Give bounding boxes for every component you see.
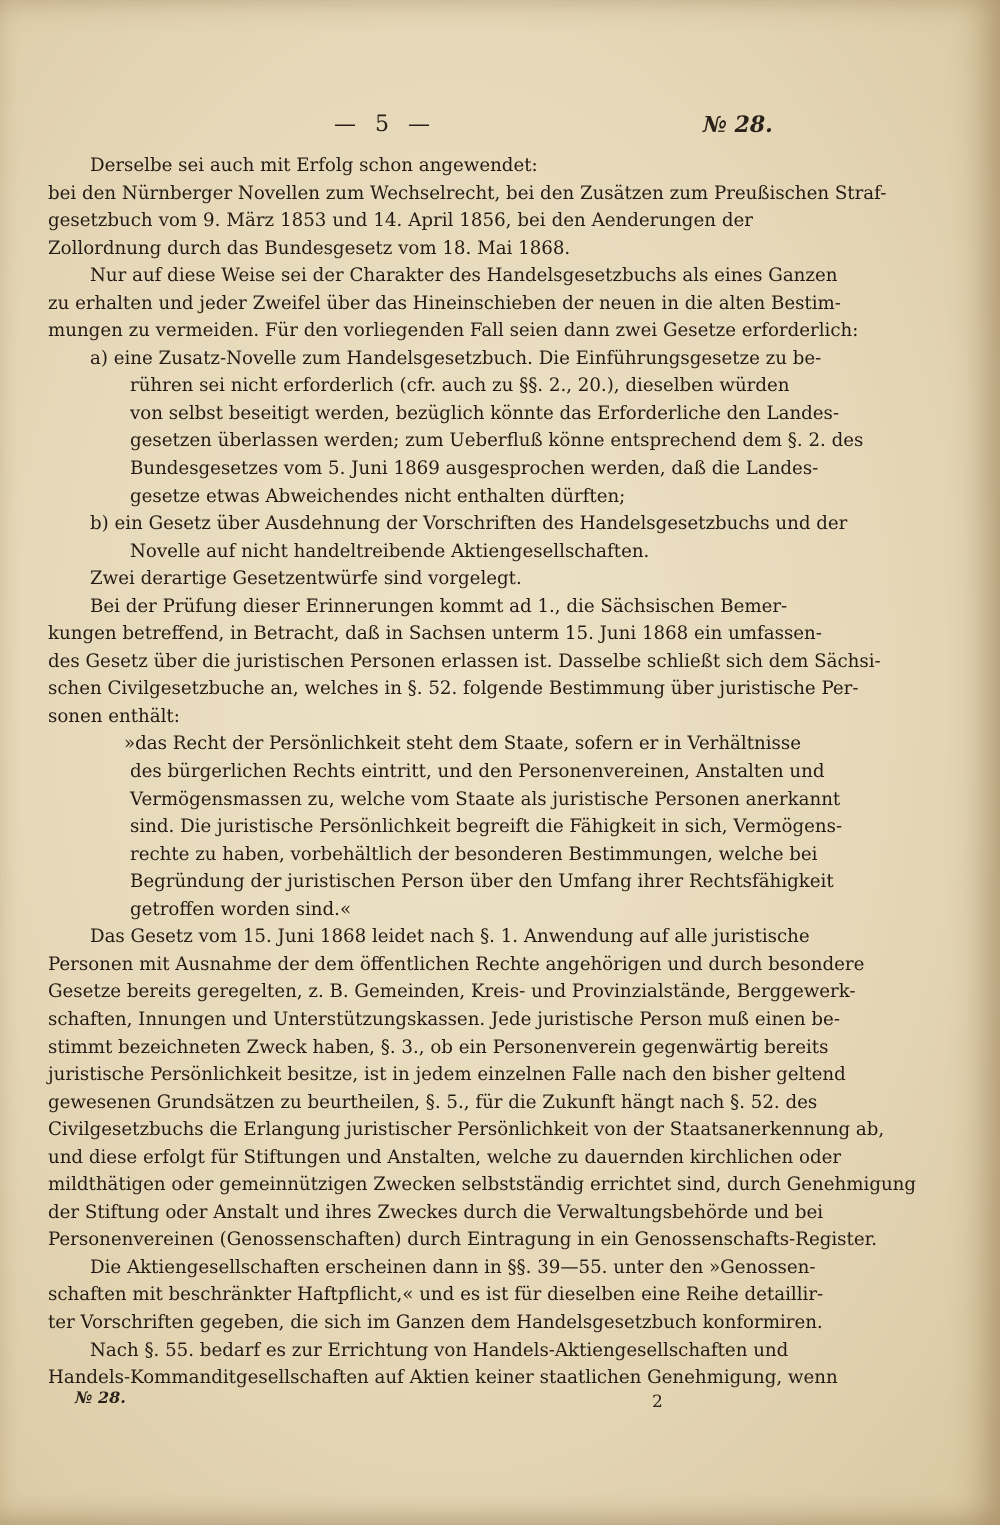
text-line: schaften, Innungen und Unterstützungskassen. Jede juristische Person muß einen be- [48,1008,840,1030]
text-line: a) eine Zusatz-Novelle zum Handelsgesetzbuch. Die Einführungsgesetze zu be- [90,347,822,369]
text-line: des bürgerlichen Rechts eintritt, und den Personenvereinen, Anstalten und [130,761,825,783]
text-line: Civilgesetzbuchs die Erlangung juristischer Persönlichkeit von der Staatsanerkennung ab, [48,1119,885,1141]
text-line: Nach §. 55. bedarf es zur Errichtung von Handels-Aktiengesellschaften und [90,1339,789,1361]
text-line: Personenvereinen (Genossenschaften) durch Eintragung in ein Genossenschafts-Register. [48,1229,878,1251]
text-line: Bundesgesetzes vom 5. Juni 1869 ausgesprochen werden, daß die Landes- [130,458,819,480]
text-line: Vermögensmassen zu, welche vom Staate als juristische Personen anerkannt [130,788,841,810]
text-line: des Gesetz über die juristischen Personen erlassen ist. Dasselbe schließt sich dem Sächsi- [48,650,881,672]
text-line: sind. Die juristische Persönlichkeit begreift die Fähigkeit in sich, Vermögens- [130,816,843,838]
text-line: Personen mit Ausnahme der dem öffentlichen Rechte angehörigen und durch besondere [48,953,865,975]
text-line: Das Gesetz vom 15. Juni 1868 leidet nach §. 1. Anwendung auf alle juristische [90,926,810,948]
page-header [0,112,1000,146]
text-line: schaften mit beschränkter Haftpflicht,« und es ist für dieselben eine Reihe detaillir- [48,1284,824,1306]
text-line: bei den Nürnberger Novellen zum Wechselrecht, bei den Zusätzen zum Preußischen Straf- [48,182,887,204]
text-line: Nur auf diese Weise sei der Charakter des Handelsgesetzbuchs als eines Ganzen [90,265,838,287]
text-line: Handels-Kommanditgesellschaften auf Aktien keiner staatlichen Genehmigung, wenn [48,1367,838,1389]
body-text [48,152,917,1392]
text-line: »das Recht der Persönlichkeit steht dem Staate, sofern er in Verhältnisse [124,733,801,755]
page-footer [0,1388,1000,1418]
text-line: Die Aktiengesellschaften erscheinen dann in §§. 39—55. unter den »Genossen- [90,1256,816,1278]
text-line: schen Civilgesetzbuche an, welches in §. 52. folgende Bestimmung über juristische Per- [48,678,859,700]
text-line: mungen zu vermeiden. Für den vorliegenden Fall seien dann zwei Gesetze erforderlich: [48,320,859,342]
text-line: rechte zu haben, vorbehältlich der besonderen Bestimmungen, welche bei [130,843,818,865]
text-line: Derselbe sei auch mit Erfolg schon angewendet: [90,155,538,176]
text-line: kungen betreffend, in Betracht, daß in Sachsen unterm 15. Juni 1868 ein umfassen- [48,623,822,645]
footer-document-number: № 28. [75,1388,126,1407]
text-line: gesetze etwas Abweichendes nicht enthalten dürften; [130,485,626,507]
text-line: ter Vorschriften gegeben, die sich im Ganzen dem Handelsgesetzbuch konformiren. [48,1311,823,1333]
text-line: Zwei derartige Gesetzentwürfe sind vorgelegt. [90,568,522,590]
text-line: juristische Persönlichkeit besitze, ist in jedem einzelnen Falle nach den bisher geltend [48,1064,846,1086]
text-line: sonen enthält: [48,705,180,727]
document-number: № 28. [703,112,773,138]
text-line: der Stiftung oder Anstalt und ihres Zweckes durch die Verwaltungsbehörde und bei [48,1201,824,1223]
text-line: von selbst beseitigt werden, bezüglich könnte das Erforderliche den Landes- [130,402,840,424]
sheet-number: 2 [652,1392,663,1412]
text-line: b) ein Gesetz über Ausdehnung der Vorschriften des Handelsgesetzbuchs und der [90,513,848,535]
text-line: rühren sei nicht erforderlich (cfr. auch zu §§. 2., 20.), dieselben würden [130,375,790,397]
text-line: zu erhalten und jeder Zweifel über das Hineinschieben der neuen in die alten Bestim- [48,292,841,314]
text-line: gewesenen Grundsätzen zu beurtheilen, §. 5., für die Zukunft hängt nach §. 52. des [48,1091,818,1113]
text-line: Bei der Prüfung dieser Erinnerungen kommt ad 1., die Sächsischen Bemer- [90,595,788,617]
page-number: — 5 — [334,112,436,137]
text-line: getroffen worden sind.« [130,898,352,920]
text-line: stimmt bezeichneten Zweck haben, §. 3., ob ein Personenverein gegenwärtig bereits [48,1036,829,1058]
text-line: Novelle auf nicht handeltreibende Aktiengesellschaften. [130,540,650,562]
text-line: und diese erfolgt für Stiftungen und Anstalten, welche zu dauernden kirchlichen oder [48,1146,842,1168]
text-line: gesetzen überlassen werden; zum Ueberfluß könne entsprechend dem §. 2. des [130,430,864,452]
text-line: Gesetze bereits geregelten, z. B. Gemeinden, Kreis- und Provinzialstände, Berggewerk- [48,981,856,1003]
text-line: gesetzbuch vom 9. März 1853 und 14. April 1856, bei den Aenderungen der [48,210,753,232]
text-line: mildthätigen oder gemeinnützigen Zwecken selbstständig errichtet sind, durch Genehmigung [48,1174,917,1196]
text-line: Zollordnung durch das Bundesgesetz vom 18. Mai 1868. [48,237,571,259]
text-line: Begründung der juristischen Person über den Umfang ihrer Rechtsfähigkeit [130,871,834,893]
